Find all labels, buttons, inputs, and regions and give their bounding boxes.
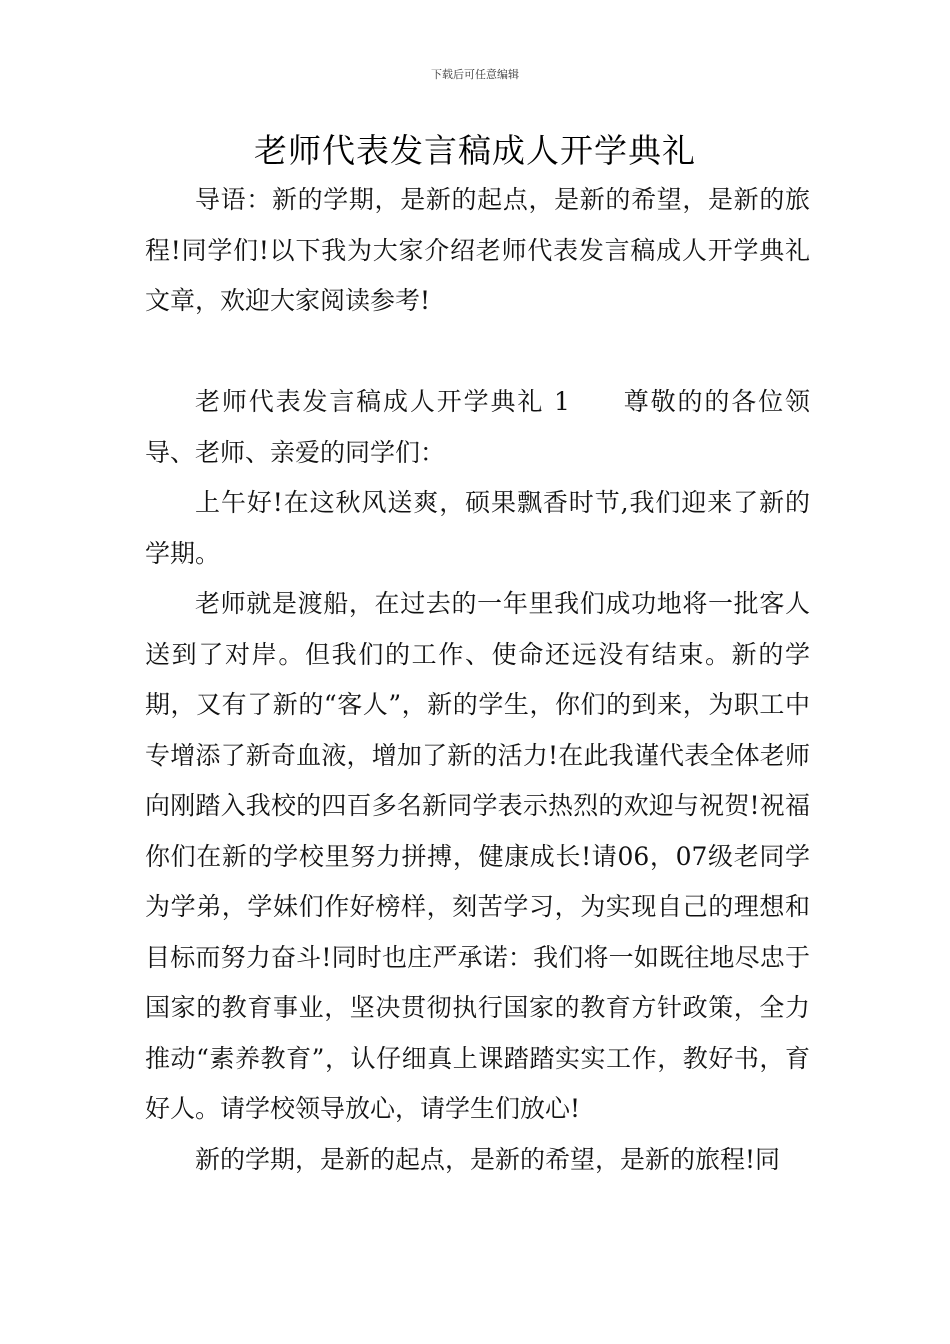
intro-paragraph: 导语：新的学期，是新的起点，是新的希望，是新的旅程!同学们!以下我为大家介绍老师代表发言稿成人开学典礼文章，欢迎大家阅读参考! (145, 185, 810, 315)
section-heading: 老师代表发言稿成人开学典礼 1 (195, 387, 570, 416)
section-paragraph (145, 377, 810, 478)
blank-line (145, 327, 810, 378)
header-note: 下载后可任意编辑 (431, 68, 519, 81)
body-paragraph-1: 上午好!在这秋风送爽，硕果飘香时节,我们迎来了新的学期。 (145, 488, 810, 568)
body-paragraph-3: 新的学期，是新的起点，是新的希望，是新的旅程!同 (195, 1144, 781, 1174)
document-body (145, 175, 810, 1185)
salutation: 尊敬的的各位领导、老师、亲爱的同学们： (145, 387, 810, 467)
body-paragraph-2: 老师就是渡船，在过去的一年里我们成功地将一批客人送到了对岸。但我们的工作、使命还远没有结束。新的学期，又有了新的“客人”，新的学生，你们的到来，为职工中专增添了新奇血液，增加了新的活力!在此我谨代表全体老师向刚踏入我校的四百多名新同学表示热烈的欢迎与祝贺!祝福你们在新的学校里努力拼搏，健康成长!请06，07级老同学为学弟，学妹们作好榜样，刻苦学习，为实现自己的理想和目标而努力奋斗!同时也庄严承诺：我们将一如既往地尽忠于国家的教育事业，坚决贯彻执行国家的教育方针政策，全力推动“素养教育”，认仔细真上课踏踏实实工作，教好书，育好人。请学校领导放心，请学生们放心! (145, 589, 810, 1123)
document-title: 老师代表发言稿成人开学典礼 (254, 131, 696, 170)
